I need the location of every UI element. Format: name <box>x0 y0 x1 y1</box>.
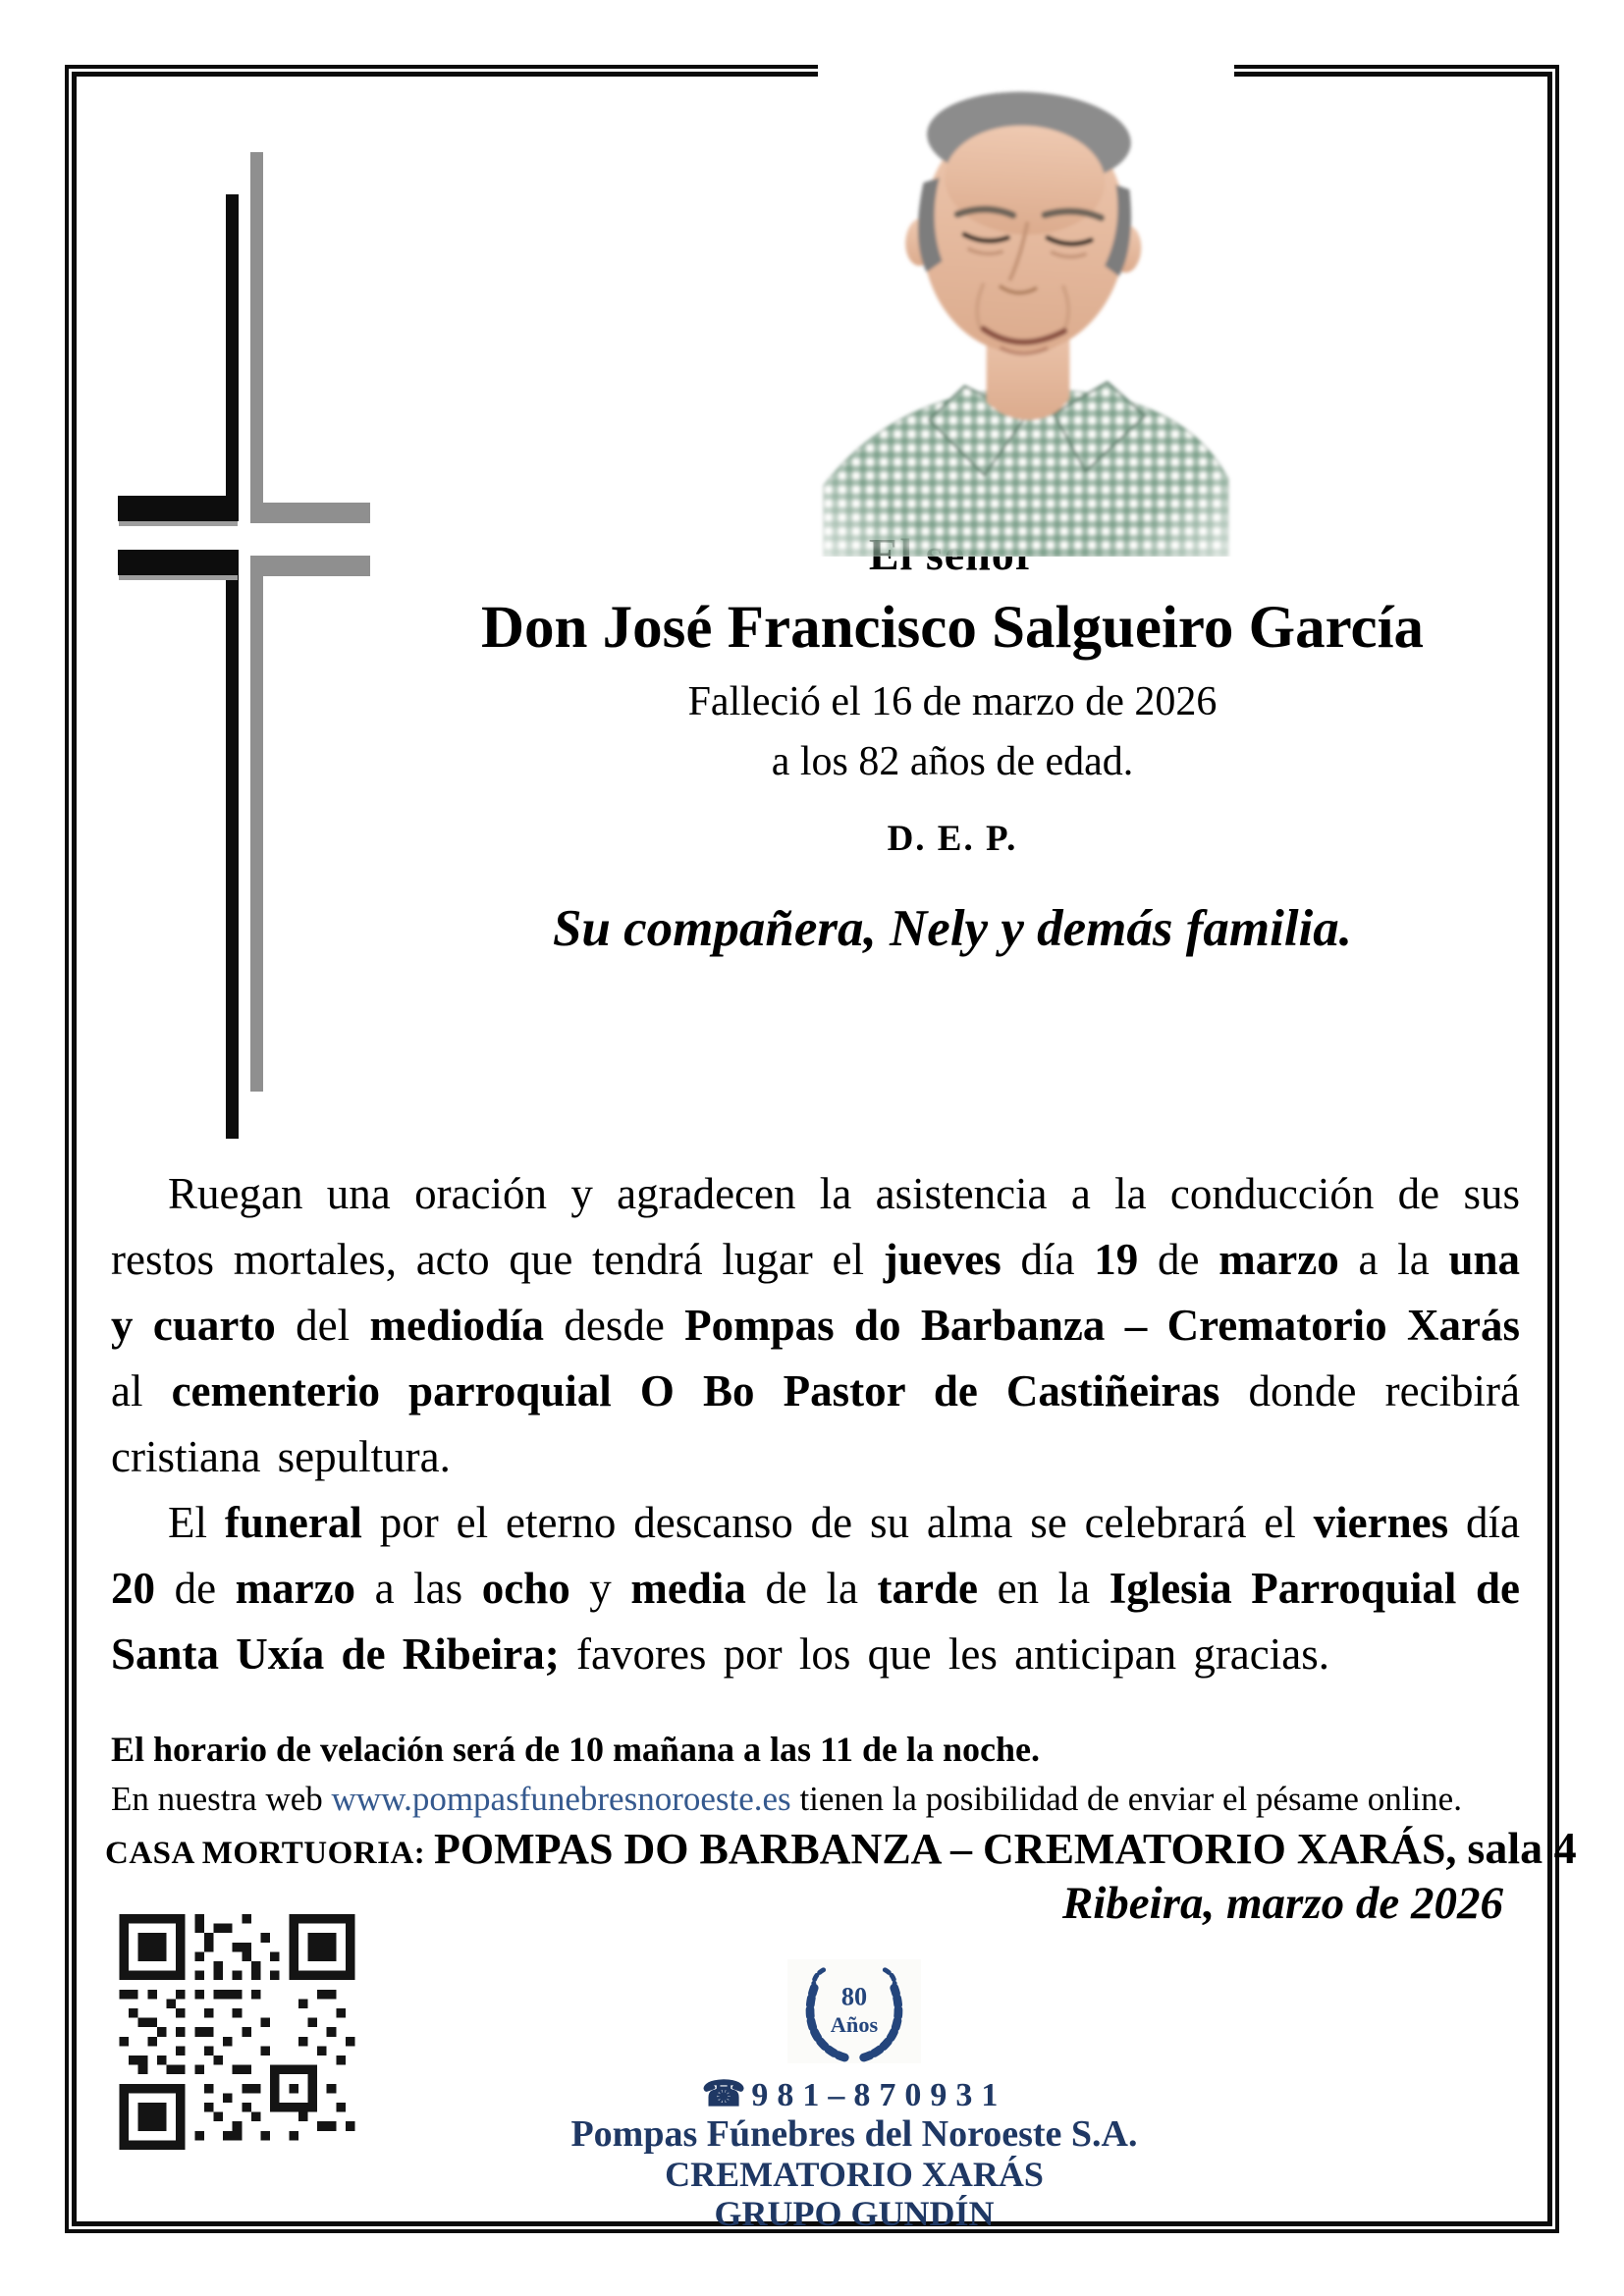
deceased-name: Don José Francisco Salgueiro García <box>480 595 1425 661</box>
wake-hours-line: El horario de velación será de 10 mañana a las 11 de la noche. <box>111 1730 1041 1769</box>
death-date: Falleció el 16 de marzo de 2026 <box>687 679 1218 724</box>
death-date-lines <box>363 672 1542 792</box>
website-suffix: tienen la posibilidad de enviar el pésame online. <box>790 1780 1462 1818</box>
laurel-wreath-icon <box>787 1959 921 2063</box>
wreath-anos: Años <box>830 2011 879 2037</box>
group-name: GRUPO GUNDÍN <box>714 2194 995 2234</box>
mortuary-value: POMPAS DO BARBANZA – CREMATORIO XARÁS, <box>434 1825 1468 1873</box>
cross-gray-vertical-top <box>250 152 263 503</box>
mortuary-line <box>105 1822 1577 1874</box>
deceased-portrait-photo <box>818 22 1234 557</box>
family-line: Su compañera, Nely y demás familia. <box>552 899 1353 957</box>
phone-line <box>530 2073 1178 2114</box>
dep-abbreviation: D. E. P. <box>887 818 1018 859</box>
death-age: a los 82 años de edad. <box>771 738 1134 784</box>
wreath-80: 80 <box>840 1982 868 2011</box>
company-name: Pompas Fúnebres del Noroeste S.A. <box>570 2112 1138 2155</box>
paragraph-conduccion: Ruegan una oración y agradecen la asistencia a la conducción de sus restos mortales, acto que tendrá lugar el jueves día 19 de marzo a la una y cuarto del mediodía desde Pompas do Barbanza – Crematorio Xarás al cementerio parroquial O Bo Pastor de Castiñeiras donde recibirá cristiana sepultura. <box>111 1169 1521 1481</box>
website-prefix: En nuestra web <box>111 1780 332 1818</box>
mortuary-label: CASA MORTUORIA: <box>105 1836 435 1871</box>
cross-gray-vertical-bottom <box>250 576 263 1092</box>
announcement-text <box>111 1161 1520 1687</box>
cross-black-vertical-top <box>226 194 239 520</box>
funeral-home-footer <box>530 1959 1178 2234</box>
paragraph-funeral: El funeral por el eterno descanso de su alma se celebrará el viernes día 20 de marzo a las ocho y media de la tarde en la Iglesia Parroquial de Santa Uxía de Ribeira; favores por los que les anticipan gracias. <box>111 1498 1521 1679</box>
cross-gray-arm-lower <box>250 556 370 576</box>
website-link[interactable]: www.pompasfunebresnoroeste.es <box>331 1780 791 1818</box>
cross-black-arm-upper <box>118 496 239 521</box>
cross-black-vertical-bottom <box>226 550 239 1139</box>
place-and-date: Ribeira, marzo de 2026 <box>1061 1878 1503 1929</box>
phone-number: 981–870931 <box>751 2076 1007 2113</box>
website-line <box>111 1780 1520 1819</box>
qr-code-pattern <box>118 1914 356 2150</box>
qr-code <box>118 1914 356 2150</box>
cross-black-arm-lower <box>118 550 239 575</box>
portrait-illustration <box>818 22 1234 557</box>
header-block <box>363 528 1542 958</box>
crematorium-name: CREMATORIO XARÁS <box>665 2154 1044 2194</box>
cross-gray-arm-upper <box>250 503 370 523</box>
telephone-icon: ☎ <box>701 2073 746 2113</box>
mortuary-room: sala 4 <box>1467 1823 1577 1873</box>
